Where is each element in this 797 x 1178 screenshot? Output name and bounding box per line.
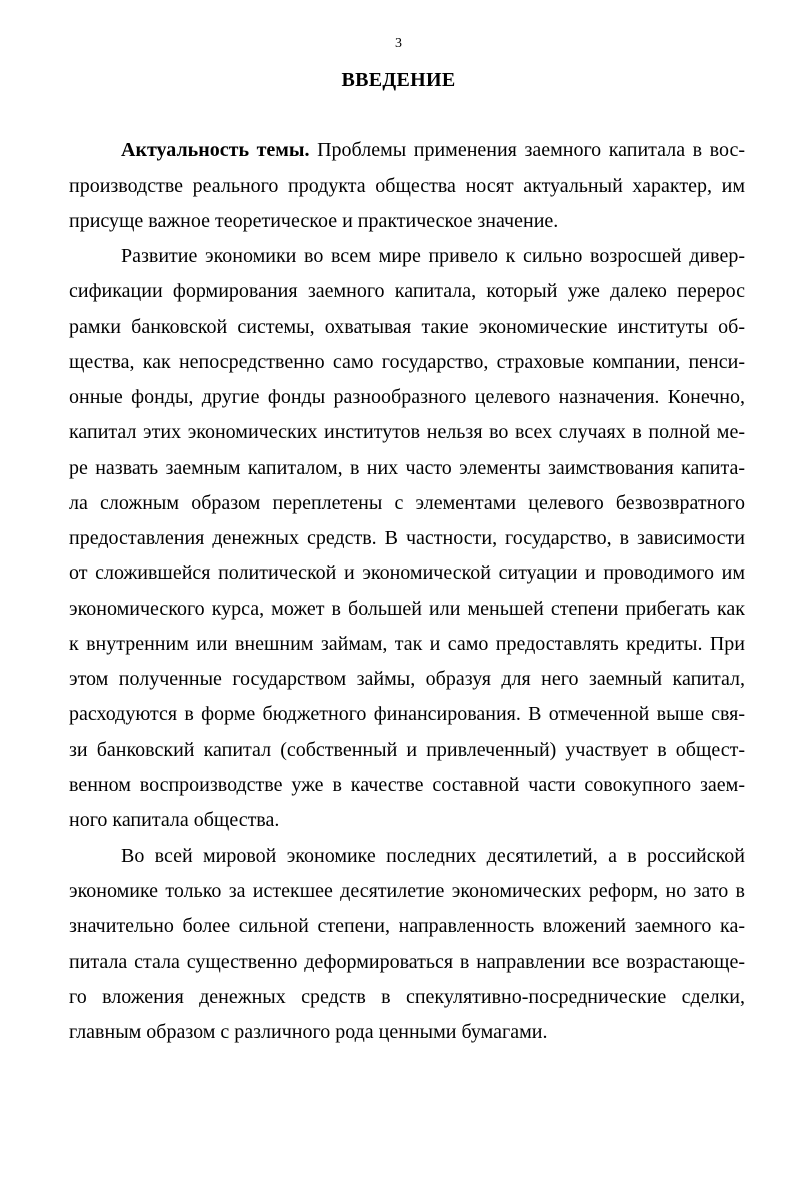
paragraph-3-line-3: значительно более сильной степени, направленность вложений заемного ка- (69, 915, 745, 937)
paragraph-1-line-3: присуще важное теоретическое и практическое значение. (69, 210, 559, 232)
paragraph-2-line-14: расходуются в форме бюджетного финансирования. В отмеченной выше свя- (69, 703, 745, 725)
paragraph-1-lead: Актуальность темы. (121, 139, 310, 161)
paragraph-3-line-1: Во всей мировой экономике последних десятилетий, а в российской (121, 845, 745, 867)
paragraph-3-line-2: экономике только за истекшее десятилетие экономических реформ, но зато в (69, 880, 745, 902)
paragraph-3-line-5: го вложения денежных средств в спекулятивно-посреднические сделки, (69, 986, 745, 1008)
paragraph-2-line-2: сификации формирования заемного капитала, который уже далеко перерос (69, 280, 745, 302)
paragraph-3-line-4: питала стала существенно деформироваться в направлении все возрастающе- (69, 951, 745, 973)
paragraph-2-line-10: от сложившейся политической и экономической ситуации и проводимого им (69, 562, 745, 584)
paragraph-2-line-13: этом полученные государством займы, образуя для него заемный капитал, (69, 668, 745, 690)
paragraph-2-line-6: капитал этих экономических институтов нельзя во всех случаях в полной ме- (69, 421, 745, 443)
paragraph-2-line-12: к внутренним или внешним займам, так и само предоставлять кредиты. При (69, 633, 745, 655)
page-number: 3 (395, 36, 402, 51)
paragraph-2-line-16: венном воспроизводстве уже в качестве составной части совокупного заем- (69, 774, 745, 796)
paragraph-2-line-5: онные фонды, другие фонды разнообразного целевого назначения. Конечно, (69, 386, 745, 408)
paragraph-2-line-7: ре назвать заемным капиталом, в них часто элементы заимствования капита- (69, 457, 745, 479)
paragraph-1-line-1-text: Проблемы применения заемного капитала в вос- (309, 139, 745, 161)
paragraph-2-line-17: ного капитала общества. (69, 809, 280, 831)
paragraph-1-line-2: производстве реального продукта общества носят актуальный характер, им (69, 175, 745, 197)
paragraph-2-line-1: Развитие экономики во всем мире привело к сильно возросшей дивер- (121, 245, 745, 267)
page-heading: ВВЕДЕНИЕ (341, 69, 456, 91)
paragraph-2-line-3: рамки банковской системы, охватывая такие экономические институты об- (69, 316, 745, 338)
paragraph-2-line-15: зи банковский капитал (собственный и привлеченный) участвует в общест- (69, 739, 745, 761)
paragraph-2-line-9: предоставления денежных средств. В частности, государство, в зависимости (69, 527, 745, 549)
paragraph-2-line-8: ла сложным образом переплетены с элементами целевого безвозвратного (69, 492, 745, 514)
paragraph-3-line-6: главным образом с различного рода ценными бумагами. (69, 1021, 548, 1043)
paragraph-2-line-11: экономического курса, может в большей или меньшей степени прибегать как (69, 598, 745, 620)
paragraph-2-line-4: щества, как непосредственно само государство, страховые компании, пенси- (69, 351, 745, 373)
paragraph-1-line-1 (121, 137, 745, 163)
